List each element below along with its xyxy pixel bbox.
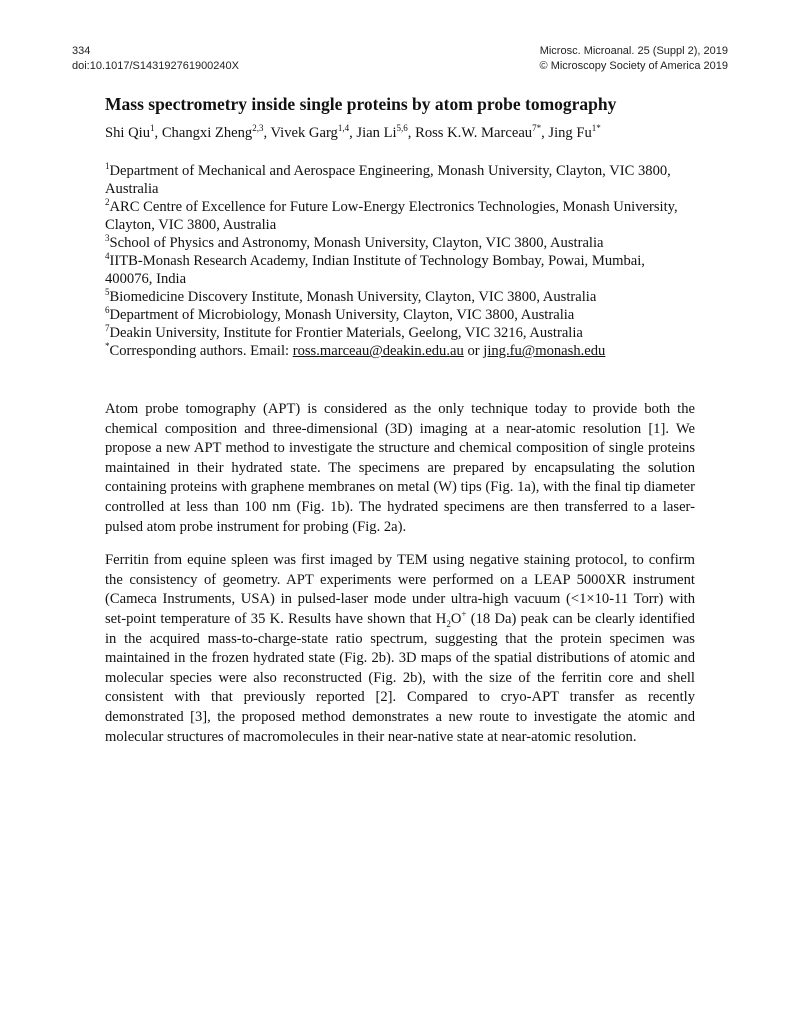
- author: [271, 125, 357, 141]
- affiliation-number: 4: [105, 251, 110, 262]
- corresponding-mark: *: [105, 341, 110, 352]
- affiliation: [105, 306, 695, 324]
- journal-citation: Microsc. Microanal. 25 (Suppl 2), 2019: [539, 45, 728, 57]
- author: [356, 125, 415, 141]
- affiliation-number: 5: [105, 287, 110, 298]
- author-name: Ross K.W. Marceau: [415, 125, 533, 141]
- affiliation: [105, 234, 695, 252]
- author-separator: ,: [349, 125, 357, 141]
- author-separator: ,: [541, 125, 549, 141]
- email-joiner: or: [463, 343, 484, 359]
- author-name: Vivek Garg: [270, 125, 338, 141]
- corresponding-authors: [105, 342, 695, 360]
- affiliation: [105, 198, 695, 234]
- affiliation-text: IITB-Monash Research Academy, Indian Institute of Technology Bombay, Powai, Mumbai, 400076, India: [105, 253, 645, 287]
- author-separator: ,: [263, 125, 271, 141]
- email-link-marceau[interactable]: ross.marceau@deakin.edu.au: [292, 343, 464, 359]
- affiliation-number: 6: [105, 305, 110, 316]
- paper-title: Mass spectrometry inside single proteins by atom probe tomography: [105, 94, 617, 114]
- affiliation: [105, 252, 695, 288]
- copyright-notice: © Microscopy Society of America 2019: [539, 60, 728, 72]
- email-link-fu[interactable]: jing.fu@monash.edu: [483, 343, 606, 359]
- author-list: [105, 123, 695, 143]
- doi: doi:10.1017/S143192761900240X: [72, 60, 239, 72]
- affiliation-number: 1: [105, 161, 110, 172]
- affiliation-number: 3: [105, 233, 110, 244]
- affiliation: [105, 324, 695, 342]
- corresponding-label: Corresponding authors. Email:: [109, 343, 293, 359]
- water-subscript: 2: [446, 618, 451, 629]
- author-separator: ,: [154, 125, 162, 141]
- affiliation: [105, 162, 695, 198]
- affiliation: [105, 288, 695, 306]
- author-affil-sup: 7*: [532, 123, 542, 134]
- water-oxygen: O: [450, 610, 462, 627]
- author-affil-sup: 1: [150, 123, 155, 134]
- affiliation-text: Biomedicine Discovery Institute, Monash University, Clayton, VIC 3800, Australia: [109, 289, 597, 305]
- paragraph-2-text-continued: (18 Da) peak can be clearly identified in the acquired mass-to-charge-state ratio spectrum, suggesting that the protein specimen was maintained in the frozen hydrated state (Fig. 2b). 3D maps of the spatial distributions of atomic and molecular species were also reconstructed (Fig. 2b), with the size of the ferritin core and shell consistent with that previously reported [2]. Compared to cryo-APT transfer as recently demonstrated [3], the proposed method demonstrates a new route to investigate the atomic and molecular structures of macromolecules in their near-native state at near-atomic resolution.: [105, 610, 695, 745]
- running-header-right: [540, 44, 728, 74]
- author: [548, 125, 600, 141]
- author: [105, 125, 162, 141]
- ion-charge-superscript: +: [461, 609, 467, 620]
- author: [162, 125, 271, 141]
- affiliation-text: Department of Mechanical and Aerospace Engineering, Monash University, Clayton, VIC 3800, Australia: [105, 163, 671, 197]
- author-affil-sup: 5,6: [396, 123, 408, 134]
- page-number: 334: [72, 45, 91, 57]
- article-body: [105, 92, 695, 761]
- paragraph-2-text: Ferritin from equine spleen was first imaged by TEM using negative staining protocol, to confirm the consistency of geometry. APT experiments were performed on a LEAP 5000XR instrument (Cameca Instruments, USA) in pulsed-laser mode under ultra-high vacuum (<1×10-11 Torr) with set-point temperature of 35 K. Results have shown that H: [105, 552, 695, 627]
- affiliation-number: 2: [105, 197, 110, 208]
- author-name: Jing Fu: [548, 125, 592, 141]
- author-affil-sup: 2,3: [252, 123, 264, 134]
- affiliation-list: [105, 162, 695, 360]
- affiliation-text: ARC Centre of Excellence for Future Low-Energy Electronics Technologies, Monash University, Clayton, VIC 3800, Australia: [105, 199, 678, 233]
- affiliation-text: School of Physics and Astronomy, Monash University, Clayton, VIC 3800, Australia: [109, 235, 604, 251]
- affiliation-text: Deakin University, Institute for Frontier Materials, Geelong, VIC 3216, Australia: [109, 325, 583, 341]
- author: [415, 125, 548, 141]
- author-name: Changxi Zheng: [161, 125, 253, 141]
- abstract-paragraph-2: [105, 551, 695, 747]
- author-affil-sup: 1,4: [337, 123, 350, 134]
- affiliation-number: 7: [105, 323, 110, 334]
- author-affil-sup: 1*: [591, 123, 601, 134]
- author-separator: ,: [407, 125, 416, 141]
- abstract-paragraph-1: Atom probe tomography (APT) is considered as the only technique today to provide both the chemical composition and three-dimensional (3D) imaging at a near-atomic resolution [1]. We propose a new APT method to investigate the structure and chemical composition of single proteins maintained in their hydrated state. The specimens are prepared by encapsulating the solution containing proteins with graphene membranes on metal (W) tips (Fig. 1a), with the final tip diameter controlled at less than 100 nm (Fig. 1b). The hydrated specimens are then transferred to a laser-pulsed atom probe instrument for probing (Fig. 2a).: [105, 401, 695, 535]
- author-name: Shi Qiu: [105, 125, 151, 141]
- author-name: Jian Li: [356, 125, 397, 141]
- running-header-left: [72, 44, 239, 74]
- affiliation-text: Department of Microbiology, Monash University, Clayton, VIC 3800, Australia: [109, 307, 575, 323]
